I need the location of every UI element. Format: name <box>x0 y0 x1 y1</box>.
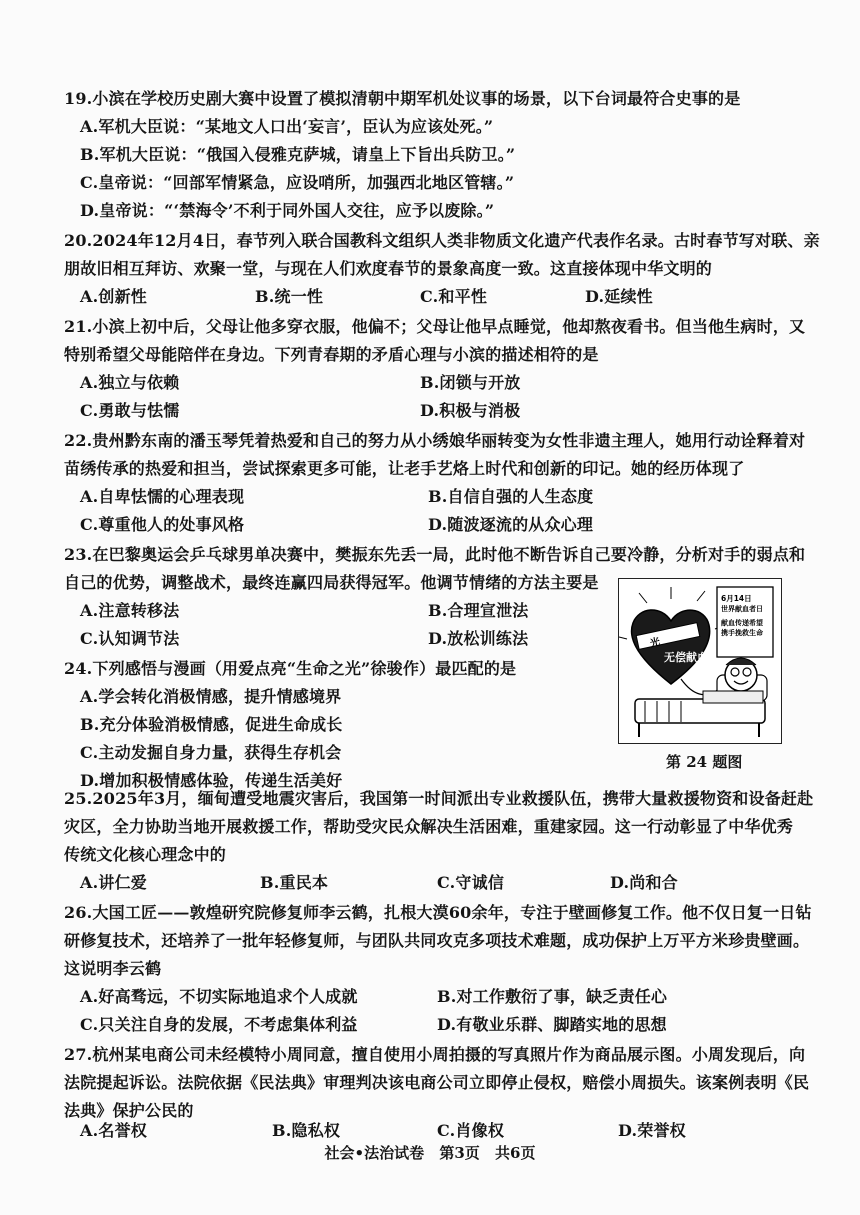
poster-line-2: 世界献血者日 <box>721 605 763 613</box>
footer-subject: 社会•法治试卷 <box>324 1144 425 1162</box>
q24-option-a: A.学会转化消极情感，提升情感境界 <box>80 687 342 706</box>
q26-option-d: D.有敬业乐群、脚踏实地的思想 <box>437 1015 667 1034</box>
question-20-stem: 20.2024年12月4日，春节列入联合国教科文组织人类非物质文化遗产代表作名录。古时春节写对联、亲 <box>64 231 820 250</box>
question-23-stem: 23.在巴黎奥运会乒乓球男单决赛中，樊振东先丢一局，此时他不断告诉自己要冷静，分析对手的弱点和 <box>64 545 806 564</box>
question-22-stem-cont: 苗绣传承的热爱和担当，尝试探索更多可能，让老手艺烙上时代和创新的印记。她的经历体现了 <box>64 459 745 478</box>
q19-option-d: D.皇帝说：“‘禁海令’不利于同外国人交往，应予以废除。” <box>80 201 495 220</box>
q20-option-b: B.统一性 <box>255 287 324 306</box>
poster-line-1: 6月14日 <box>721 594 752 603</box>
poster-line-3: 献血传递希望 <box>721 619 763 627</box>
question-21-stem: 21.小滨上初中后，父母让他多穿衣服，他偏不；父母让他早点睡觉，他却熬夜看书。但当他生病时，又 <box>64 317 806 336</box>
q25-option-a: A.讲仁爱 <box>80 873 147 892</box>
q26-option-a: A.好高骛远，不切实际地追求个人成就 <box>80 987 358 1006</box>
q20-option-d: D.延续性 <box>585 287 653 306</box>
q24-option-c: C.主动发掘自身力量，获得生存机会 <box>80 743 342 762</box>
q22-option-d: D.随波逐流的从众心理 <box>428 515 594 534</box>
question-27-stem-cont: 法院提起诉讼。法院依据《民法典》审理判决该电商公司立即停止侵权，赔偿小周损失。该案例表明《民 <box>64 1073 810 1092</box>
q24-option-d: D.增加积极情感体验，传递生活美好 <box>80 771 343 790</box>
q22-option-b: B.自信自强的人生态度 <box>428 487 594 506</box>
question-23-stem-cont: 自己的优势，调整战术，最终连赢四局获得冠军。他调节情绪的方法主要是 <box>64 573 599 592</box>
blood-donation-cartoon <box>619 579 780 742</box>
question-26-stem-cont-2: 这说明李云鹤 <box>64 959 162 978</box>
q25-option-b: B.重民本 <box>260 873 329 892</box>
q25-option-d: D.尚和合 <box>610 873 678 892</box>
heart-banner-text: 光 <box>649 636 662 650</box>
q22-option-a: A.自卑怯懦的心理表现 <box>80 487 245 506</box>
q20-option-a: A.创新性 <box>80 287 147 306</box>
q23-option-c: C.认知调节法 <box>80 629 180 648</box>
heart-text: 无偿献血 <box>664 651 708 664</box>
q22-option-c: C.尊重他人的处事风格 <box>80 515 245 534</box>
q27-option-a: A.名誉权 <box>80 1121 147 1140</box>
q25-option-c: C.守诚信 <box>437 873 505 892</box>
q26-option-c: C.只关注自身的发展，不考虑集体利益 <box>80 1015 358 1034</box>
q19-option-a: A.军机大臣说：“某地文人口出‘妄言’，臣认为应该处死。” <box>80 117 494 136</box>
q20-option-c: C.和平性 <box>420 287 488 306</box>
question-19-stem: 19.小滨在学校历史剧大赛中设置了模拟清朝中期军机处议事的场景，以下台词最符合史事的是 <box>64 89 741 108</box>
question-26-stem-cont: 研修复技术，还培养了一批年轻修复师，与团队共同攻克多项技术难题，成功保护上万平方米珍贵壁画。 <box>64 931 810 950</box>
question-25-stem-cont: 灾区，全力协助当地开展救援工作，帮助受灾民众解决生活困难，重建家园。这一行动彰显了中华优秀 <box>64 817 794 836</box>
question-26-stem: 26.大国工匠——敦煌研究院修复师李云鹤，扎根大漠60余年，专注于壁画修复工作。他不仅日复一日钻 <box>64 903 812 922</box>
footer-page-number: 第3页 <box>439 1144 480 1162</box>
footer-total-pages: 共6页 <box>495 1144 536 1162</box>
q23-option-d: D.放松训练法 <box>428 629 529 648</box>
q26-option-b: B.对工作敷衍了事，缺乏责任心 <box>437 987 668 1006</box>
question-24-stem: 24.下列感悟与漫画（用爱点亮“生命之光”徐骏作）最匹配的是 <box>64 659 517 678</box>
q19-option-b: B.军机大臣说：“俄国入侵雅克萨城，请皇上下旨出兵防卫。” <box>80 145 516 164</box>
question-22-stem: 22.贵州黔东南的潘玉琴凭着热爱和自己的努力从小绣娘华丽转变为女性非遗主理人，她用行动诠释着对 <box>64 431 806 450</box>
q21-option-d: D.积极与消极 <box>420 401 521 420</box>
q23-option-a: A.注意转移法 <box>80 601 180 620</box>
figure-caption: 第 24 题图 <box>666 753 743 771</box>
poster-line-4: 携手挽救生命 <box>721 629 763 637</box>
page-footer <box>0 1142 860 1163</box>
cartoon-figure <box>618 578 782 744</box>
q27-option-b: B.隐私权 <box>272 1121 341 1140</box>
q27-option-d: D.荣誉权 <box>618 1121 686 1140</box>
q21-option-a: A.独立与依赖 <box>80 373 180 392</box>
blanket <box>703 691 763 703</box>
question-27-stem-cont-2: 法典》保护公民的 <box>64 1101 194 1120</box>
question-20-stem-cont: 朋故旧相互拜访、欢聚一堂，与现在人们欢度春节的景象高度一致。这直接体现中华文明的 <box>64 259 713 278</box>
q21-option-c: C.勇敢与怯懦 <box>80 401 180 420</box>
question-25-stem: 25.2025年3月，缅甸遭受地震灾害后，我国第一时间派出专业救援队伍，携带大量救援物资和设备赶赴 <box>64 789 814 808</box>
q19-option-c: C.皇帝说：“回部军情紧急，应设哨所，加强西北地区管辖。” <box>80 173 515 192</box>
question-21-stem-cont: 特别希望父母能陪伴在身边。下列青春期的矛盾心理与小滨的描述相符的是 <box>64 345 599 364</box>
q27-option-c: C.肖像权 <box>437 1121 505 1140</box>
q23-option-b: B.合理宣泄法 <box>428 601 529 620</box>
q24-option-b: B.充分体验消极情感，促进生命成长 <box>80 715 343 734</box>
question-25-stem-cont-2: 传统文化核心理念中的 <box>64 845 227 864</box>
question-27-stem: 27.杭州某电商公司未经模特小周同意，擅自使用小周拍摄的写真照片作为商品展示图。小周发现后，向 <box>64 1045 806 1064</box>
q21-option-b: B.闭锁与开放 <box>420 373 521 392</box>
